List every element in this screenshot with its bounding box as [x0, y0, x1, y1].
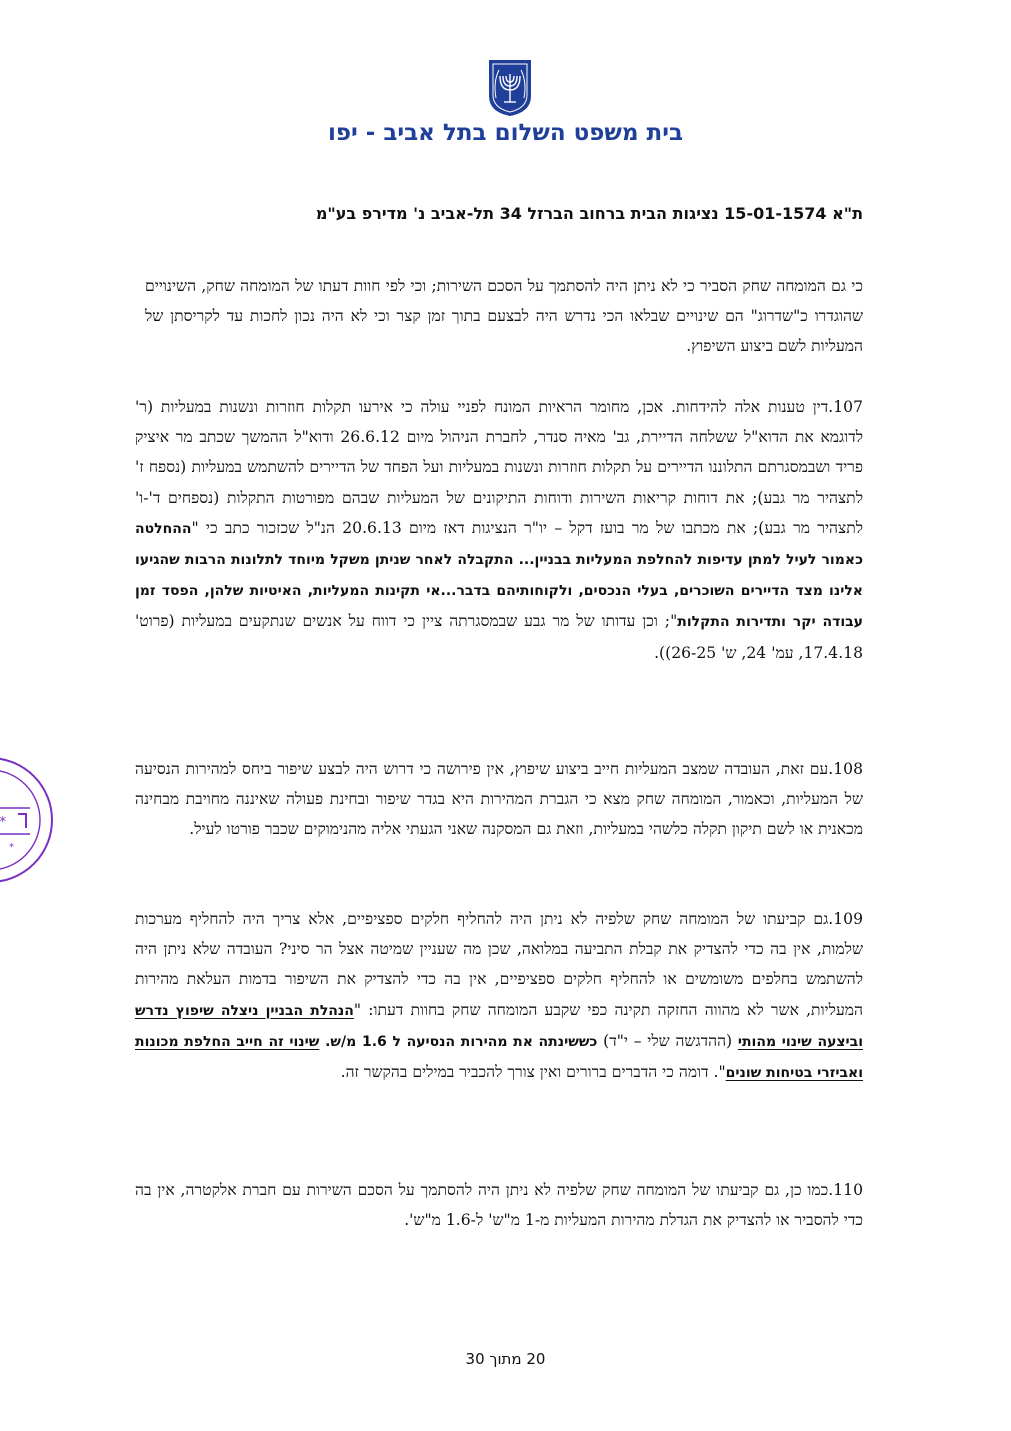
paragraph-109 — [135, 904, 863, 1088]
emphasis-note: (ההדגשה שלי – י"ד) — [597, 1031, 738, 1050]
svg-text:*: * — [9, 842, 14, 853]
paragraph-text: דין טענות אלה להידחות. אכן, מחומר הראיות המונח לפניי עולה כי אירעו תקלות חוזרות ונשנות במעליות (ר' לדוגמא את הדוא"ל ששלחה הדיירת, גב' מאיה סנדר, לחברת הניהול מיום 26.6.12 ודוא"ל ההמשך שכתב מר איציק פריד ושבמסגרתם התלוננו הדיירים על תקלות חוזרות ונשנות במעליות ועל הפחד של הדיירים להשתמש במעליות (נספח ז' לתצהיר מר גבע); את דוחות קריאות השירות ודוחות התיקונים של המעליות שבהם מפורטות התקלות (נספחים ד'-ו' לתצהיר מר גבע); את מכתבו של מר בועז דקל – יו"ר הנציגות דאז מיום 20.6.13 הנ"ל שכזכור כתב כי " — [135, 398, 863, 537]
paragraph-text-tail: ". דומה כי הדברים ברורים ואין צורך להכביר במילים בהקשר זה. — [340, 1063, 726, 1082]
paragraph-number: 109. — [828, 910, 863, 928]
paragraph-text: גם קביעתו של המומחה שחק שלפיה לא ניתן היה להחליף חלקים ספציפיים, אלא צריך היה להחליף מערכות שלמות, אין בה כדי להצדיק את קבלת התביעה במלואה, שכן מה שעניין שמיטה אצל הר סיני? העובדה שלא ניתן היה להשתמש בחלפים משומשים או להחליף חלקים ספציפיים, אין בה כדי להצדיק את השיפור בדמות העלאת מהירות המעליות, אשר לא מהווה החזקה תקינה כפי שקבע המומחה שחק בחוות דעתו: " — [135, 910, 864, 1019]
paragraph-110 — [135, 1175, 863, 1235]
paragraph-107 — [135, 392, 863, 668]
paragraph-text: כמו כן, גם קביעתו של המומחה שחק שלפיה לא ניתן היה להסתמך על הסכם השירות עם חברת אלקטרה, אין בה כדי להסביר או להצדיק את הגדלת מהירות המעליות מ-1 מ"ש' ל-1.6 מ"ש'. — [135, 1181, 863, 1230]
quoted-underlined-text-2: שינוי זה חייב החלפת מכונות ואביזרי בטיחות שונים — [135, 1033, 863, 1082]
intro-paragraph: כי גם המומחה שחק הסביר כי לא ניתן היה להסתמך על הסכם השירות; וכי לפי חוות דעתו של המומחה שחק, השינויים שהוגדרו כ"שדרוג" הם שינויים שבלאו הכי נדרש היה לבצעם בתוך זמן קצר וכי לא היה נכון לחכות עד לקריסתן של המעליות לשם ביצוע השיפוץ. — [145, 277, 863, 356]
paragraph-number: 107. — [828, 398, 863, 416]
paragraph-number: 110. — [828, 1181, 863, 1199]
state-emblem-icon — [487, 58, 533, 118]
court-stamp-icon — [0, 752, 56, 888]
page-number: 20 מתוך 30 — [465, 1350, 546, 1368]
paragraph-text: עם זאת, העובדה שמצב המעליות חייב ביצוע שיפוץ, אין פירושה כי דרוש היה לבצע שיפור ביחס למהירות הנסיעה של המעליות, וכאמור, המומחה שחק מצא כי הגברת המהירות היא בגדר שיפור ובחינת פעולה שאיננה מחויבת מבחינה מכאנית או לשם תיקון תקלה כלשהי במעליות, וזאת גם המסקנה שאני הגעתי אליה מהנימוקים שכבר פורטו לעיל. — [135, 760, 863, 839]
paragraph-number: 108. — [828, 760, 863, 778]
quoted-underlined-text: הנהלת הבניין ניצלה שיפוץ נדרש וביצעה שינוי מהותי — [135, 1002, 864, 1050]
svg-text:*: * — [0, 815, 6, 830]
paragraph-108 — [135, 754, 863, 845]
paragraph-text-tail: "; וכן עדותו של מר גבע שבמסגרתה ציין כי דווח על אנשים שנתקעים במעליות (פרוט' 17.4.18, עמ' 24, ש' 26-25)). — [135, 612, 863, 662]
quoted-bold-text: כששינתה את מהירות הנסיעה ל 1.6 מ/ש. — [325, 1033, 598, 1050]
court-title: בית משפט השלום בתל אביב - יפו — [327, 120, 684, 146]
case-heading: ת"א 15-01-1574 נציגות הבית ברחוב הברזל 34 תל-אביב נ' מדירפ בע"מ — [315, 204, 863, 223]
quoted-bold-text: ההחלטה כאמור לעיל למתן עדיפות להחלפת המעליות בבניין... התקבלה לאחר שניתן משקל מיוחד לתלונות הרבות שהגיעו אלינו מצד הדיירים השוכרים, בעלי הנכסים, ולקוחותיהם בדבר...אי תקינות המעליות, האיטיות שלהן, הפסד זמן עבודה יקר ותדירות התקלות — [135, 520, 863, 631]
